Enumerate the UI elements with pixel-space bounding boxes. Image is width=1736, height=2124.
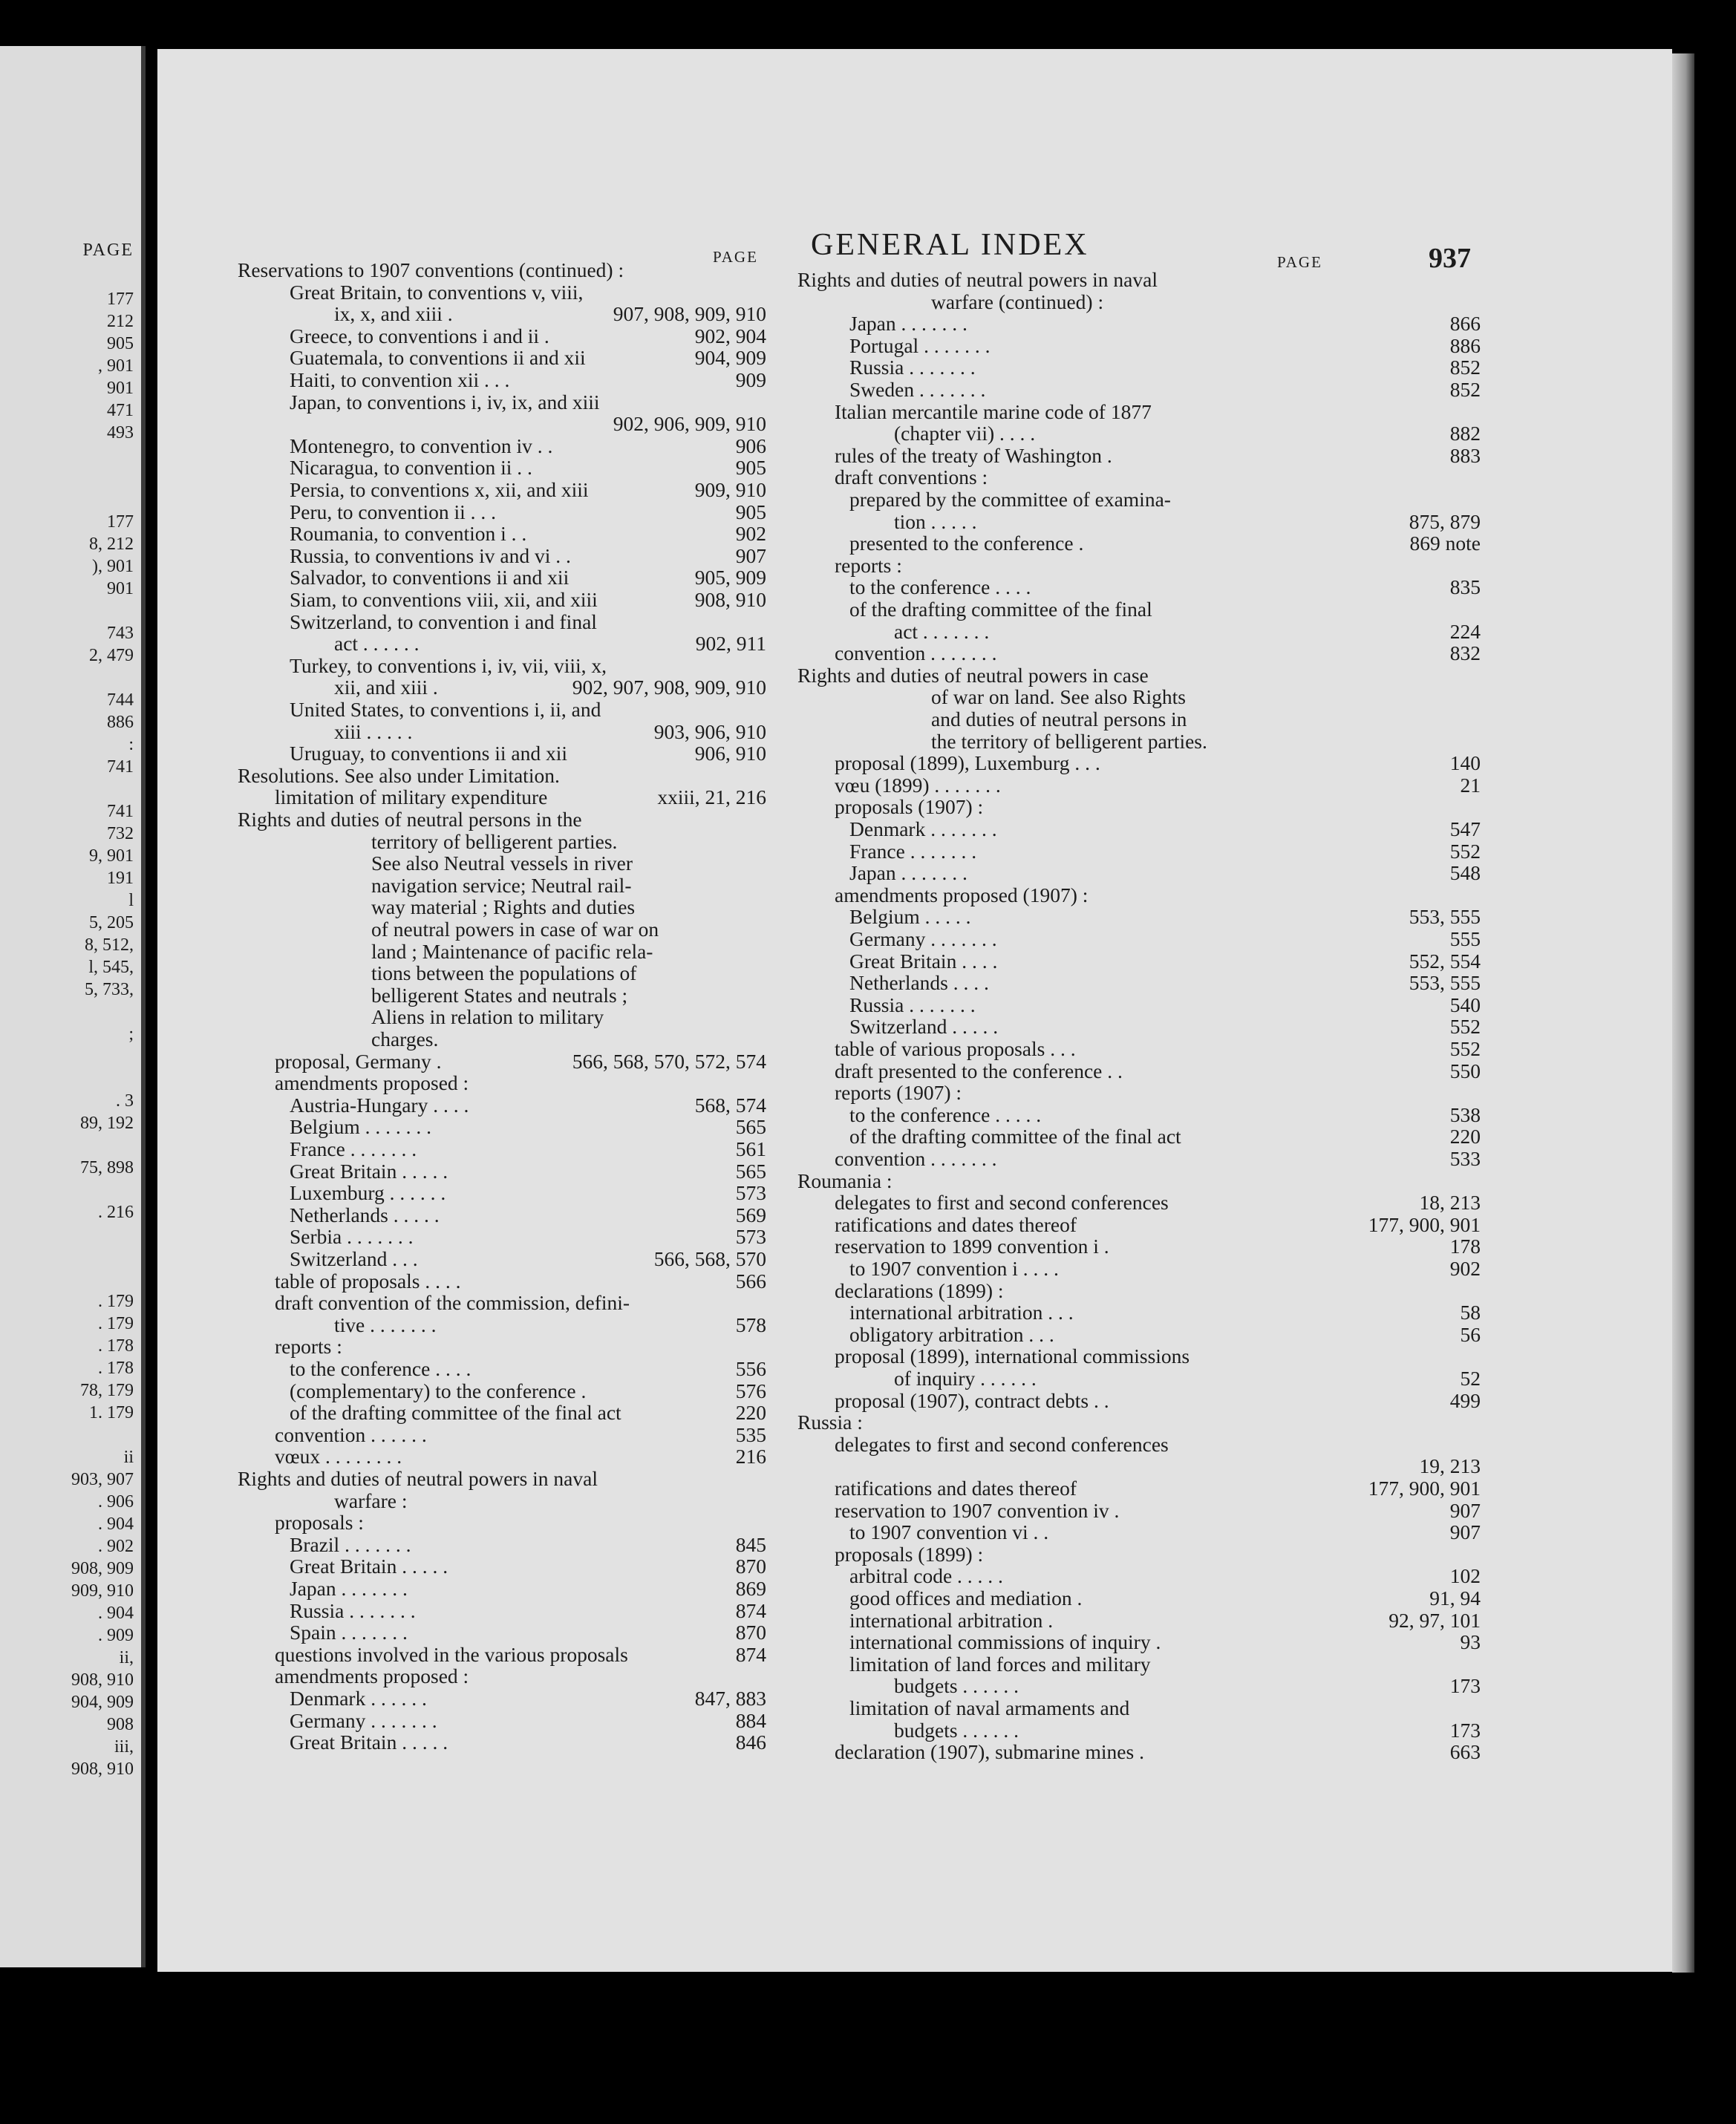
index-page-ref: 552 <box>1449 1015 1481 1039</box>
facing-page-number: 1. 179 <box>89 1403 134 1422</box>
index-page-ref: 565 <box>735 1159 766 1183</box>
index-page-ref: 573 <box>735 1181 766 1205</box>
index-entry: Salvador, to conventions ii and xii <box>290 566 570 589</box>
index-entry: Belgium . . . . . <box>849 905 971 929</box>
facing-page-number: . 179 <box>98 1292 134 1311</box>
index-page-ref: 875, 879 <box>1409 509 1481 533</box>
index-entry: declaration (1907), submarine mines . <box>835 1740 1144 1764</box>
index-entry: Netherlands . . . . . <box>290 1203 440 1226</box>
index-entry: xii, and xiii . <box>334 676 438 699</box>
index-entry: Great Britain . . . . . <box>290 1555 448 1578</box>
index-entry: Roumania, to convention i . . <box>290 522 527 546</box>
index-entry: vœux . . . . . . . . <box>275 1445 402 1468</box>
facing-page-number: 89, 192 <box>80 1114 134 1133</box>
index-entry: Uruguay, to conventions ii and xii <box>290 742 567 765</box>
index-page-ref: 847, 883 <box>694 1687 766 1710</box>
index-page-ref: 552, 554 <box>1409 949 1481 973</box>
index-entry: ratifications and dates thereof <box>835 1212 1077 1236</box>
index-page-ref: 907, 908, 909, 910 <box>613 302 766 326</box>
index-entry: and duties of neutral persons in <box>931 708 1187 731</box>
index-entry: Rights and duties of neutral powers in naval <box>797 268 1158 291</box>
index-entry: xiii . . . . . <box>334 719 413 743</box>
index-page-ref: 569 <box>735 1203 766 1226</box>
index-page-ref: 902, 904 <box>694 324 766 347</box>
right-index-column <box>797 269 1481 1828</box>
index-entry: proposals (1907) : <box>835 795 984 819</box>
index-page-ref: 904, 909 <box>694 346 766 370</box>
index-page-ref: 566, 568, 570, 572, 574 <box>572 1049 766 1073</box>
index-entry: Reservations to 1907 conventions (continued) : <box>238 258 624 281</box>
index-page-ref: 835 <box>1449 575 1481 599</box>
index-entry: proposal, Germany . <box>275 1049 442 1073</box>
index-page-ref: 19, 213 <box>1419 1454 1481 1478</box>
index-entry: good offices and mediation . <box>849 1587 1083 1610</box>
index-entry: Switzerland, to convention i and final <box>290 610 597 633</box>
index-page-ref: 58 <box>1460 1301 1481 1324</box>
index-entry: convention . . . . . . <box>275 1422 427 1446</box>
index-page-ref: 909, 910 <box>694 478 766 501</box>
index-entry: proposals (1899) : <box>835 1542 984 1566</box>
index-entry: of the drafting committee of the final <box>849 598 1152 621</box>
index-entry: belligerent States and neutrals ; <box>371 983 628 1007</box>
index-page-ref: 173 <box>1449 1718 1481 1742</box>
index-entry: international commissions of inquiry . <box>849 1630 1161 1654</box>
index-page-ref: 550 <box>1449 1059 1481 1082</box>
index-page-ref: 573 <box>735 1225 766 1249</box>
facing-page-number: 9, 901 <box>89 846 134 866</box>
index-entry: reports (1907) : <box>835 1081 962 1105</box>
index-entry: international arbitration . <box>849 1608 1054 1632</box>
index-entry: Haiti, to convention xii . . . <box>290 368 510 391</box>
facing-page-number: 743 <box>107 624 134 643</box>
facing-page-number: 901 <box>107 379 134 398</box>
index-entry: United States, to conventions i, ii, and <box>290 698 601 721</box>
index-entry: Germany . . . . . . . <box>849 927 997 950</box>
index-entry: reservation to 1899 convention i . <box>835 1235 1109 1258</box>
facing-page-number: . 178 <box>98 1359 134 1378</box>
index-page <box>157 49 1672 1972</box>
index-entry: Italian mercantile marine code of 1877 <box>835 399 1152 423</box>
index-page-ref: 905 <box>735 500 766 523</box>
index-entry: Belgium . . . . . . . <box>290 1115 431 1139</box>
index-entry: warfare (continued) : <box>931 290 1104 313</box>
index-entry: Aliens in relation to military <box>371 1005 604 1029</box>
index-entry: rules of the treaty of Washington . <box>835 443 1112 467</box>
index-page-ref: 846 <box>735 1731 766 1754</box>
index-entry: Russia, to conventions iv and vi . . <box>290 543 571 567</box>
index-entry: Luxemburg . . . . . . <box>290 1181 446 1205</box>
index-page-ref: 552 <box>1449 839 1481 863</box>
index-page-ref: 548 <box>1449 861 1481 885</box>
index-page-ref: 902 <box>735 522 766 546</box>
facing-page-number: 493 <box>107 423 134 442</box>
left-column-page-heading: PAGE <box>713 248 758 266</box>
facing-page-fragment <box>0 46 146 1967</box>
index-page-ref: 905 <box>735 456 766 480</box>
facing-page-number: 909, 910 <box>71 1581 134 1601</box>
facing-page-number: 901 <box>107 579 134 598</box>
index-entry: limitation of military expenditure <box>275 785 548 809</box>
index-page-ref: 556 <box>735 1357 766 1380</box>
page-title: GENERAL INDEX <box>811 228 1089 262</box>
facing-page-number: ), 901 <box>92 557 134 576</box>
index-entry: Sweden . . . . . . . <box>849 378 986 401</box>
index-entry: Persia, to conventions x, xii, and xiii <box>290 478 589 501</box>
index-page-ref: 552 <box>1449 1037 1481 1060</box>
index-page-ref: 140 <box>1449 751 1481 775</box>
facing-page-number: 177 <box>107 290 134 309</box>
index-entry: tions between the populations of <box>371 961 637 985</box>
index-entry: ix, x, and xiii . <box>334 302 453 326</box>
index-entry: presented to the conference . <box>849 532 1084 555</box>
index-page-ref: 177, 900, 901 <box>1368 1477 1481 1500</box>
facing-page-number: . 178 <box>98 1336 134 1356</box>
index-entry: Japan . . . . . . . <box>849 312 967 336</box>
index-entry: Great Britain, to conventions v, viii, <box>290 280 584 304</box>
index-page-ref: 499 <box>1449 1388 1481 1412</box>
index-page-ref: 884 <box>735 1708 766 1732</box>
index-page-ref: 905, 909 <box>694 566 766 589</box>
facing-page-number: . 909 <box>98 1626 134 1645</box>
index-page-ref: 902 <box>1449 1257 1481 1280</box>
index-page-ref: 92, 97, 101 <box>1389 1608 1481 1632</box>
index-entry: to the conference . . . . <box>849 575 1031 599</box>
index-page-ref: 870 <box>735 1621 766 1644</box>
index-entry: to the conference . . . . <box>290 1357 471 1380</box>
index-page-ref: 907 <box>1449 1520 1481 1544</box>
index-entry: to the conference . . . . . <box>849 1102 1042 1126</box>
right-column-page-heading: PAGE <box>1277 253 1322 271</box>
facing-page-number: 191 <box>107 869 134 888</box>
index-page-ref: 566, 568, 570 <box>653 1247 766 1270</box>
index-page-ref: 553, 555 <box>1409 971 1481 995</box>
index-entry: international arbitration . . . <box>849 1301 1074 1324</box>
index-entry: Great Britain . . . . . <box>290 1159 448 1183</box>
index-page-ref: 903, 906, 910 <box>653 719 766 743</box>
index-entry: (chapter vii) . . . . <box>894 422 1036 445</box>
index-page-ref: 906, 910 <box>694 742 766 765</box>
index-page-ref: 874 <box>735 1642 766 1666</box>
index-entry: limitation of land forces and military <box>849 1652 1151 1676</box>
index-page-ref: 568, 574 <box>694 1093 766 1117</box>
index-entry: navigation service; Neutral rail- <box>371 873 632 897</box>
index-entry: Japan . . . . . . . <box>849 861 967 885</box>
index-entry: amendments proposed : <box>275 1664 469 1688</box>
index-entry: way material ; Rights and duties <box>371 895 636 919</box>
index-entry: act . . . . . . . <box>894 619 990 643</box>
index-entry: of neutral powers in case of war on <box>371 918 659 941</box>
index-entry: (complementary) to the conference . <box>290 1379 587 1402</box>
index-page-ref: 178 <box>1449 1235 1481 1258</box>
index-entry: Great Britain . . . . . <box>290 1731 448 1754</box>
index-entry: Austria-Hungary . . . . <box>290 1093 469 1117</box>
index-entry: Peru, to convention ii . . . <box>290 500 497 523</box>
page-number: 937 <box>1429 243 1471 274</box>
facing-page-number: . 904 <box>98 1514 134 1534</box>
index-page-ref: 93 <box>1460 1630 1481 1654</box>
facing-page-number: , 901 <box>98 356 134 376</box>
index-entry: Netherlands . . . . <box>849 971 989 995</box>
index-page-ref: 565 <box>735 1115 766 1139</box>
index-page-ref: 220 <box>1449 1125 1481 1148</box>
index-page-ref: 578 <box>735 1313 766 1336</box>
facing-page-heading: PAGE <box>82 241 134 260</box>
index-page-ref: 845 <box>735 1532 766 1556</box>
index-page-ref: 886 <box>1449 333 1481 357</box>
index-page-ref: 852 <box>1449 356 1481 379</box>
facing-page-number: ii <box>123 1448 134 1467</box>
index-entry: ratifications and dates thereof <box>835 1477 1077 1500</box>
index-entry: Portugal . . . . . . . <box>849 333 991 357</box>
index-entry: obligatory arbitration . . . <box>849 1322 1054 1346</box>
index-entry: Siam, to conventions viii, xii, and xiii <box>290 588 598 611</box>
index-page-ref: 216 <box>735 1445 766 1468</box>
index-page-ref: 909 <box>735 368 766 391</box>
facing-page-number: 471 <box>107 401 134 420</box>
index-entry: proposal (1899), international commissions <box>835 1344 1190 1368</box>
index-entry: of inquiry . . . . . . <box>894 1367 1037 1390</box>
index-entry: Denmark . . . . . . . <box>849 817 997 840</box>
index-entry: Serbia . . . . . . . <box>290 1225 414 1249</box>
index-page-ref: 533 <box>1449 1147 1481 1170</box>
index-entry: convention . . . . . . . <box>835 1147 997 1170</box>
facing-page-number: 908, 909 <box>71 1559 134 1578</box>
index-page-ref: 869 <box>735 1577 766 1600</box>
facing-page-number: 8, 212 <box>89 535 134 554</box>
index-entry: France . . . . . . . <box>849 839 977 863</box>
index-entry: Resolutions. See also under Limitation. <box>238 763 560 787</box>
index-page-ref: 866 <box>1449 312 1481 336</box>
index-page-ref: 561 <box>735 1137 766 1160</box>
index-entry: Spain . . . . . . . <box>290 1621 408 1644</box>
index-page-ref: 173 <box>1449 1674 1481 1698</box>
index-entry: Rights and duties of neutral powers in case <box>797 663 1149 687</box>
index-entry: prepared by the committee of examina- <box>849 488 1171 511</box>
index-page-ref: 870 <box>735 1555 766 1578</box>
index-entry: draft convention of the commission, defini- <box>275 1291 630 1315</box>
index-entry: amendments proposed : <box>275 1071 469 1095</box>
index-entry: to 1907 convention i . . . . <box>849 1257 1059 1280</box>
facing-page-number: . 216 <box>98 1203 134 1222</box>
index-page-ref: 540 <box>1449 993 1481 1016</box>
index-entry: limitation of naval armaments and <box>849 1696 1130 1719</box>
index-entry: vœu (1899) . . . . . . . <box>835 773 1001 797</box>
index-entry: charges. <box>371 1027 439 1050</box>
index-page-ref: 555 <box>1449 927 1481 950</box>
index-entry: delegates to first and second conferences <box>835 1191 1169 1215</box>
index-page-ref: 852 <box>1449 378 1481 401</box>
facing-page-number: : <box>128 735 134 754</box>
facing-page-number: 78, 179 <box>80 1381 134 1400</box>
index-entry: Japan . . . . . . . <box>290 1577 408 1600</box>
index-page-ref: 52 <box>1460 1367 1481 1390</box>
facing-page-number: 908 <box>107 1715 134 1734</box>
index-page-ref: 535 <box>735 1422 766 1446</box>
index-page-ref: 907 <box>1449 1498 1481 1522</box>
facing-page-number: 75, 898 <box>80 1158 134 1177</box>
index-entry: Rights and duties of neutral persons in the <box>238 808 582 831</box>
index-entry: warfare : <box>334 1489 408 1512</box>
facing-page-number: 741 <box>107 802 134 821</box>
index-entry: Turkey, to conventions i, iv, vii, viii, x, <box>290 653 607 677</box>
index-entry: reports : <box>275 1335 342 1359</box>
page-edge <box>1672 53 1694 1973</box>
index-entry: Switzerland . . . . . <box>849 1015 999 1039</box>
index-page-ref: xxiii, 21, 216 <box>657 785 766 809</box>
facing-page-number: . 179 <box>98 1314 134 1333</box>
index-page-ref: 18, 213 <box>1419 1191 1481 1215</box>
index-entry: Brazil . . . . . . . <box>290 1532 411 1556</box>
facing-page-number: 741 <box>107 757 134 777</box>
index-entry: table of proposals . . . . <box>275 1269 461 1293</box>
facing-page-number: 744 <box>107 690 134 710</box>
index-entry: Guatemala, to conventions ii and xii <box>290 346 586 370</box>
index-entry: table of various proposals . . . <box>835 1037 1076 1060</box>
index-entry: arbitral code . . . . . <box>849 1564 1003 1588</box>
index-page-ref: 869 note <box>1409 532 1481 555</box>
index-entry: Russia . . . . . . . <box>290 1598 416 1622</box>
index-entry: Switzerland . . . <box>290 1247 418 1270</box>
index-entry: amendments proposed (1907) : <box>835 883 1089 906</box>
index-entry: Montenegro, to convention iv . . <box>290 434 553 457</box>
facing-page-number: 908, 910 <box>71 1670 134 1690</box>
facing-page-number: iii, <box>114 1737 134 1757</box>
index-page-ref: 663 <box>1449 1740 1481 1764</box>
index-entry: Japan, to conventions i, iv, ix, and xiii <box>290 390 600 414</box>
facing-page-number: 903, 907 <box>71 1470 134 1489</box>
facing-page-number: ii, <box>119 1648 134 1667</box>
index-page-ref: 56 <box>1460 1322 1481 1346</box>
index-entry: Nicaragua, to convention ii . . <box>290 456 532 480</box>
index-page-ref: 91, 94 <box>1429 1587 1481 1610</box>
index-entry: tive . . . . . . . <box>334 1313 437 1336</box>
facing-page-number: ; <box>128 1025 134 1044</box>
index-entry: proposals : <box>275 1511 364 1535</box>
index-entry: territory of belligerent parties. <box>371 829 618 853</box>
facing-page-number: 886 <box>107 713 134 732</box>
index-entry: delegates to first and second conferences <box>835 1432 1169 1456</box>
index-page-ref: 902, 906, 909, 910 <box>613 412 766 436</box>
index-entry: budgets . . . . . . <box>894 1674 1019 1698</box>
index-entry: Russia . . . . . . . <box>849 356 976 379</box>
index-entry: tion . . . . . <box>894 509 977 533</box>
index-entry: Rights and duties of neutral powers in naval <box>238 1467 598 1490</box>
facing-page-number: 5, 205 <box>89 913 134 932</box>
index-page-ref: 882 <box>1449 422 1481 445</box>
index-entry: of war on land. See also Rights <box>931 685 1186 709</box>
facing-page-number: 5, 733, <box>85 980 134 999</box>
facing-page-number: 904, 909 <box>71 1693 134 1712</box>
index-entry: draft conventions : <box>835 465 988 489</box>
facing-page-number: 905 <box>107 334 134 353</box>
index-entry: proposal (1907), contract debts . . <box>835 1388 1109 1412</box>
index-entry: See also Neutral vessels in river <box>371 852 633 875</box>
facing-page-number: 2, 479 <box>89 646 134 665</box>
index-page-ref: 538 <box>1449 1102 1481 1126</box>
index-entry: act . . . . . . <box>334 632 420 656</box>
facing-page-number: . 902 <box>98 1537 134 1556</box>
index-page-ref: 832 <box>1449 641 1481 665</box>
index-entry: Russia . . . . . . . <box>849 993 976 1016</box>
index-page-ref: 21 <box>1460 773 1481 797</box>
index-entry: the territory of belligerent parties. <box>931 729 1207 753</box>
index-entry: Germany . . . . . . . <box>290 1708 437 1732</box>
index-entry: proposal (1899), Luxemburg . . . <box>835 751 1100 775</box>
index-page-ref: 874 <box>735 1598 766 1622</box>
index-page-ref: 576 <box>735 1379 766 1402</box>
index-entry: France . . . . . . . <box>290 1137 417 1160</box>
facing-page-number: . 904 <box>98 1604 134 1623</box>
index-page-ref: 566 <box>735 1269 766 1293</box>
index-page-ref: 177, 900, 901 <box>1368 1212 1481 1236</box>
index-page-ref: 906 <box>735 434 766 457</box>
index-entry: reservation to 1907 convention iv . <box>835 1498 1120 1522</box>
index-entry: Great Britain . . . . <box>849 949 998 973</box>
index-entry: convention . . . . . . . <box>835 641 997 665</box>
index-page-ref: 553, 555 <box>1409 905 1481 929</box>
index-page-ref: 102 <box>1449 1564 1481 1588</box>
facing-page-number: 908, 910 <box>71 1759 134 1779</box>
index-page-ref: 224 <box>1449 619 1481 643</box>
left-index-column <box>238 259 766 1818</box>
index-entry: draft presented to the conference . . <box>835 1059 1123 1082</box>
facing-page-number: . 906 <box>98 1492 134 1512</box>
index-page-ref: 907 <box>735 543 766 567</box>
index-entry: reports : <box>835 553 902 577</box>
index-entry: budgets . . . . . . <box>894 1718 1019 1742</box>
index-entry: Denmark . . . . . . <box>290 1687 427 1710</box>
index-entry: Roumania : <box>797 1169 893 1192</box>
index-entry: of the drafting committee of the final act <box>290 1401 621 1425</box>
index-page-ref: 547 <box>1449 817 1481 840</box>
index-entry: land ; Maintenance of pacific rela- <box>371 939 653 963</box>
facing-page-number: l, 545, <box>88 958 134 977</box>
facing-page-number: 177 <box>107 512 134 532</box>
facing-page-number: 8, 512, <box>85 935 134 955</box>
facing-page-number: 212 <box>107 312 134 331</box>
facing-page-number: 732 <box>107 824 134 843</box>
index-page-ref: 883 <box>1449 443 1481 467</box>
facing-page-number: . 3 <box>116 1091 134 1111</box>
index-page-ref: 220 <box>735 1401 766 1425</box>
index-entry: of the drafting committee of the final act <box>849 1125 1181 1148</box>
index-entry: Greece, to conventions i and ii . <box>290 324 549 347</box>
index-entry: declarations (1899) : <box>835 1278 1004 1302</box>
index-entry: questions involved in the various proposals <box>275 1642 628 1666</box>
facing-page-number: l <box>128 891 134 910</box>
index-page-ref: 908, 910 <box>694 588 766 611</box>
index-entry: to 1907 convention vi . . <box>849 1520 1049 1544</box>
index-page-ref: 902, 911 <box>695 632 766 656</box>
index-page-ref: 902, 907, 908, 909, 910 <box>572 676 766 699</box>
index-entry: Russia : <box>797 1411 863 1434</box>
